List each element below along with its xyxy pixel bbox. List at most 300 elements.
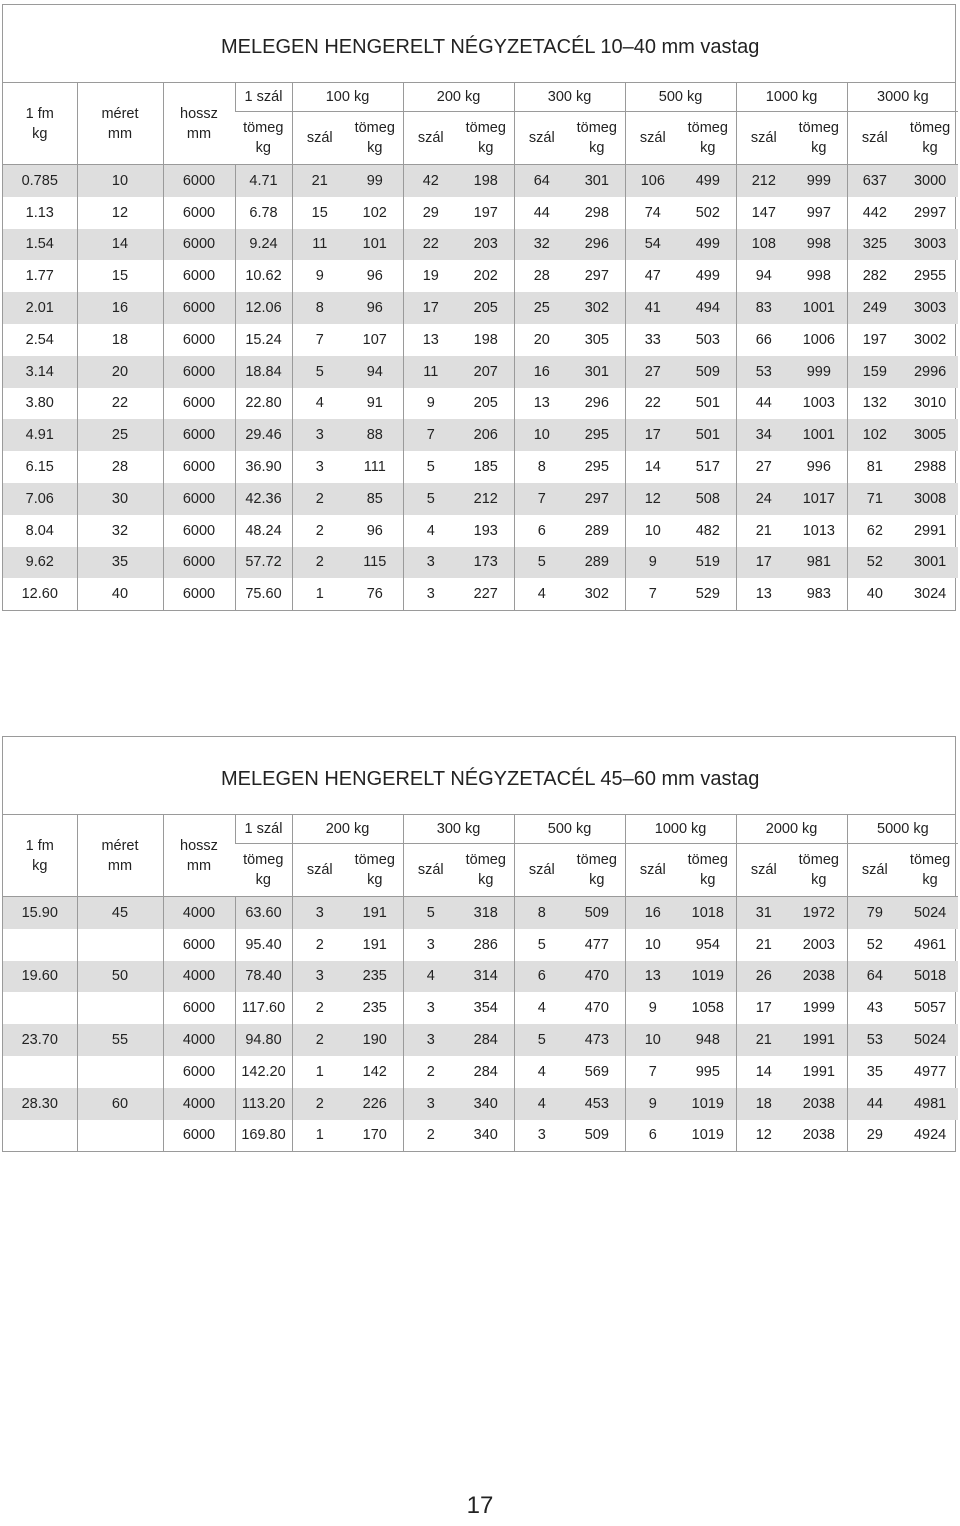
group-header: 500 kg — [625, 83, 736, 112]
table-cell — [77, 992, 163, 1024]
table-cell: 7.06 — [3, 483, 77, 515]
table-cell: 6000 — [163, 324, 235, 356]
table-cell: 96 — [347, 292, 403, 324]
table-cell: 91 — [366, 395, 383, 412]
table-cell: 3002 — [913, 331, 947, 348]
table-row — [3, 388, 958, 420]
table-cell: 74 — [625, 197, 680, 229]
table-cell: 75.60 — [235, 578, 292, 610]
table-row — [3, 356, 958, 388]
table-cell: 1 — [292, 1056, 347, 1088]
table-cell: 6000 — [163, 1056, 235, 1088]
table-cell: 1999 — [802, 1000, 835, 1017]
table-cell: 42 — [403, 165, 458, 197]
unit-weight-header: 1 fm kg — [3, 815, 77, 897]
table-cell: 998 — [806, 268, 831, 285]
size-header: méret mm — [77, 83, 163, 165]
table-cell: 31 — [736, 897, 791, 929]
table-cell: 6 — [514, 515, 569, 547]
table-row — [3, 324, 958, 356]
group-header: 5000 kg — [847, 815, 958, 844]
table-cell: 32 — [514, 229, 569, 261]
table-cell: 53 — [847, 1024, 902, 1056]
table-cell: 6000 — [163, 1120, 235, 1152]
weight-header: tömeg kg — [235, 844, 292, 897]
table-cell: 76 — [366, 586, 383, 603]
table-cell: 190 — [347, 1024, 403, 1056]
table-cell: 17 — [736, 992, 791, 1024]
weight-header: tömeg kg — [569, 112, 625, 165]
table-cell: 3 — [403, 578, 458, 610]
table-cell: 226 — [347, 1088, 403, 1120]
table-block-10-40 — [2, 4, 956, 611]
table-cell: 10 — [625, 515, 680, 547]
table-cell — [77, 929, 163, 961]
table-cell: 5 — [403, 483, 458, 515]
table-cell: 284 — [458, 1024, 514, 1056]
table-cell: 3 — [403, 1024, 458, 1056]
weight-header: tömeg kg — [235, 112, 292, 165]
table-row — [3, 419, 958, 451]
table-row — [3, 578, 958, 610]
group-header: 2000 kg — [736, 815, 847, 844]
table-cell: 23.70 — [3, 1024, 77, 1056]
table-cell: 19.60 — [3, 961, 77, 993]
table-cell: 5 — [403, 451, 458, 483]
table-cell: 14 — [736, 1056, 791, 1088]
table-cell: 4 — [514, 578, 569, 610]
table-cell: 41 — [625, 292, 680, 324]
table-cell: 3001 — [902, 547, 958, 579]
table-cell: 4 — [514, 992, 569, 1024]
table-cell: 95.40 — [235, 929, 292, 961]
group-header: 1 szál — [235, 83, 292, 112]
table-cell: 998 — [791, 229, 847, 261]
table-cell: 50 — [77, 961, 163, 993]
table-row — [3, 515, 958, 547]
table-cell: 147 — [736, 197, 791, 229]
table-cell: 17 — [403, 292, 458, 324]
table-cell: 3 — [403, 547, 458, 579]
table-cell: 63.60 — [235, 897, 292, 929]
table-cell: 18 — [77, 324, 163, 356]
table-cell: 108 — [736, 229, 791, 261]
table-cell: 5018 — [902, 961, 958, 993]
table-cell: 1019 — [691, 1127, 724, 1144]
table-cell: 170 — [362, 1127, 387, 1144]
table-cell: 3 — [292, 419, 347, 451]
table-cell: 33 — [625, 324, 680, 356]
table-cell: 13 — [403, 324, 458, 356]
table-cell: 1017 — [791, 483, 847, 515]
table-cell: 34 — [736, 419, 791, 451]
table-cell: 29 — [847, 1120, 902, 1152]
table-cell: 115 — [347, 547, 403, 579]
table-row — [3, 897, 958, 929]
table-cell: 981 — [791, 547, 847, 579]
weight-header: tömeg kg — [458, 844, 514, 897]
table-cell: 198 — [458, 165, 514, 197]
table-cell: 117.60 — [235, 992, 292, 1024]
table-cell: 22 — [625, 388, 680, 420]
table-cell: 16 — [77, 292, 163, 324]
table-cell: 9 — [403, 388, 458, 420]
table-cell: 191 — [347, 897, 403, 929]
weight-header: tömeg kg — [569, 844, 625, 897]
table-cell: 106 — [625, 165, 680, 197]
size-header: méret mm — [77, 815, 163, 897]
group-header: 200 kg — [292, 815, 403, 844]
table-cell: 27 — [736, 451, 791, 483]
table-row — [3, 197, 958, 229]
table-cell: 999 — [791, 165, 847, 197]
table-cell: 4 — [514, 1056, 569, 1088]
table-cell: 470 — [569, 961, 625, 993]
table-cell: 6.78 — [235, 197, 292, 229]
table-cell: 7 — [625, 578, 680, 610]
table-cell: 57.72 — [235, 547, 292, 579]
table-cell: 997 — [806, 204, 831, 221]
table-cell: 6000 — [163, 929, 235, 961]
table-cell: 9 — [625, 547, 680, 579]
table-cell: 60 — [77, 1088, 163, 1120]
table-cell — [3, 1120, 77, 1152]
table-cell: 53 — [736, 356, 791, 388]
table-cell: 453 — [569, 1088, 625, 1120]
table-cell — [77, 1120, 163, 1152]
table-cell: 1019 — [680, 961, 736, 993]
table-cell: 2 — [292, 1024, 347, 1056]
table-cell: 107 — [362, 331, 387, 348]
table-cell: 3010 — [913, 395, 947, 412]
table-cell: 8 — [292, 292, 347, 324]
table-cell: 473 — [569, 1024, 625, 1056]
table-cell: 10 — [625, 929, 680, 961]
table-cell: 96 — [366, 268, 383, 285]
table-cell: 6000 — [163, 515, 235, 547]
table-cell: 13 — [514, 388, 569, 420]
table-cell: 9.24 — [235, 229, 292, 261]
table-cell: 203 — [458, 229, 514, 261]
table-cell: 4 — [514, 1088, 569, 1120]
table-cell: 13 — [625, 961, 680, 993]
group-header: 100 kg — [292, 83, 403, 112]
table-cell: 16 — [625, 897, 680, 929]
table-cell: 3 — [403, 929, 458, 961]
table-cell: 2 — [292, 992, 347, 1024]
table-cell: 47 — [625, 260, 680, 292]
table-cell: 12 — [77, 197, 163, 229]
table-cell: 206 — [458, 419, 514, 451]
table-cell: 191 — [362, 936, 387, 953]
table-cell: 1058 — [691, 1000, 724, 1017]
group-header: 500 kg — [514, 815, 625, 844]
table-cell: 5024 — [902, 1024, 958, 1056]
table-cell: 289 — [584, 522, 609, 539]
pieces-header: szál — [403, 844, 458, 897]
table-row — [3, 929, 958, 961]
table-cell: 94.80 — [235, 1024, 292, 1056]
table-cell: 999 — [791, 356, 847, 388]
table-cell: 6 — [514, 961, 569, 993]
table-cell: 207 — [458, 356, 514, 388]
table-cell: 1 — [292, 578, 347, 610]
table-cell: 0.785 — [3, 165, 77, 197]
table-cell: 2997 — [913, 204, 947, 221]
table-cell: 637 — [847, 165, 902, 197]
table-cell: 325 — [847, 229, 902, 261]
table-title: MELEGEN HENGERELT NÉGYZETACÉL 10–40 mm vastag — [3, 5, 955, 83]
table-cell: 4 — [403, 961, 458, 993]
table-cell: 3 — [514, 1120, 569, 1152]
table-cell: 22.80 — [235, 388, 292, 420]
table-cell: 318 — [458, 897, 514, 929]
table-cell: 2955 — [913, 268, 947, 285]
table-cell: 442 — [847, 197, 902, 229]
table-cell: 83 — [736, 292, 791, 324]
table-cell: 1013 — [802, 522, 835, 539]
table-cell: 18 — [736, 1088, 791, 1120]
table-cell: 193 — [473, 522, 498, 539]
table-cell: 21 — [736, 515, 791, 547]
table-cell: 9 — [625, 992, 680, 1024]
unit-weight-header: 1 fm kg — [3, 83, 77, 165]
table-cell: 2038 — [791, 1088, 847, 1120]
header-row-groups — [3, 83, 958, 112]
table-cell: 14 — [625, 451, 680, 483]
table-cell: 8 — [514, 897, 569, 929]
table-cell: 298 — [584, 204, 609, 221]
table-cell: 305 — [584, 331, 609, 348]
table-cell: 297 — [584, 268, 609, 285]
table-cell: 3005 — [902, 419, 958, 451]
table-cell: 29 — [403, 197, 458, 229]
table-cell: 2996 — [902, 356, 958, 388]
table-cell: 296 — [569, 229, 625, 261]
table-cell — [3, 929, 77, 961]
length-header: hossz mm — [163, 83, 235, 165]
table-cell: 482 — [695, 522, 720, 539]
table-cell: 44 — [736, 388, 791, 420]
table-cell: 297 — [569, 483, 625, 515]
table-cell: 3000 — [902, 165, 958, 197]
table-cell: 296 — [584, 395, 609, 412]
table-cell: 3008 — [902, 483, 958, 515]
table-cell: 2 — [292, 483, 347, 515]
table-cell: 35 — [847, 1056, 902, 1088]
weight-header: tömeg kg — [791, 112, 847, 165]
table-cell: 996 — [806, 459, 831, 476]
table-cell: 6000 — [163, 388, 235, 420]
weight-header: tömeg kg — [791, 844, 847, 897]
table-cell: 2988 — [913, 459, 947, 476]
table-cell: 3 — [403, 992, 458, 1024]
table-cell: 15 — [77, 260, 163, 292]
table-cell: 503 — [695, 331, 720, 348]
table-cell: 12.60 — [21, 586, 58, 603]
table-cell: 66 — [736, 324, 791, 356]
table-cell: 71 — [847, 483, 902, 515]
table-cell: 2038 — [791, 961, 847, 993]
pieces-header: szál — [292, 112, 347, 165]
table-cell: 2.54 — [25, 331, 54, 348]
table-cell: 7 — [625, 1056, 680, 1088]
table-cell: 7 — [403, 419, 458, 451]
table-cell: 249 — [847, 292, 902, 324]
table-cell: 99 — [347, 165, 403, 197]
table-cell: 6000 — [163, 451, 235, 483]
table-cell: 4000 — [163, 1024, 235, 1056]
table-cell: 314 — [458, 961, 514, 993]
table-cell: 9 — [625, 1088, 680, 1120]
table-cell: 22 — [403, 229, 458, 261]
table-cell: 509 — [569, 897, 625, 929]
table-cell: 185 — [473, 459, 498, 476]
table-cell: 10 — [625, 1024, 680, 1056]
table-cell: 9 — [292, 260, 347, 292]
table-cell: 354 — [473, 1000, 498, 1017]
table-row — [3, 992, 958, 1024]
table-cell: 64 — [847, 961, 902, 993]
table-cell: 10 — [514, 419, 569, 451]
weight-header: tömeg kg — [458, 112, 514, 165]
table-cell: 1018 — [680, 897, 736, 929]
pieces-header: szál — [292, 844, 347, 897]
table-cell: 6.15 — [25, 459, 54, 476]
table-cell — [3, 1056, 77, 1088]
table-cell: 62 — [847, 515, 902, 547]
table-cell: 295 — [584, 459, 609, 476]
data-table — [3, 83, 958, 610]
table-cell: 43 — [847, 992, 902, 1024]
table-row — [3, 1120, 958, 1152]
table-cell: 1991 — [802, 1063, 835, 1080]
table-cell: 5 — [514, 547, 569, 579]
table-cell: 10 — [77, 165, 163, 197]
pieces-header: szál — [514, 112, 569, 165]
table-cell: 52 — [847, 547, 902, 579]
table-cell: 21 — [736, 929, 791, 961]
table-cell: 4.71 — [235, 165, 292, 197]
table-cell: 509 — [680, 356, 736, 388]
table-cell: 8.04 — [25, 522, 54, 539]
table-cell: 15.90 — [3, 897, 77, 929]
table-cell: 18.84 — [235, 356, 292, 388]
table-row — [3, 165, 958, 197]
table-cell: 81 — [847, 451, 902, 483]
table-cell: 142.20 — [235, 1056, 292, 1088]
table-cell: 7 — [292, 324, 347, 356]
table-cell: 4 — [292, 388, 347, 420]
table-cell: 44 — [847, 1088, 902, 1120]
table-cell: 28 — [514, 260, 569, 292]
table-row — [3, 961, 958, 993]
group-header: 1000 kg — [736, 83, 847, 112]
table-cell: 44 — [514, 197, 569, 229]
table-cell: 3 — [292, 961, 347, 993]
table-cell: 6000 — [163, 197, 235, 229]
table-cell: 11 — [292, 229, 347, 261]
table-cell: 1006 — [802, 331, 835, 348]
table-cell: 111 — [363, 459, 386, 476]
table-cell: 94 — [347, 356, 403, 388]
table-cell: 286 — [473, 936, 498, 953]
table-row — [3, 292, 958, 324]
group-header: 1000 kg — [625, 815, 736, 844]
table-cell: 198 — [473, 331, 498, 348]
group-header: 3000 kg — [847, 83, 958, 112]
table-cell: 6000 — [163, 547, 235, 579]
table-cell: 6000 — [163, 419, 235, 451]
table-row — [3, 483, 958, 515]
weight-header: tömeg kg — [347, 112, 403, 165]
table-cell: 30 — [77, 483, 163, 515]
table-cell: 15.24 — [235, 324, 292, 356]
table-cell: 10.62 — [235, 260, 292, 292]
table-cell: 1.54 — [3, 229, 77, 261]
table-cell: 102 — [847, 419, 902, 451]
table-cell: 20 — [77, 356, 163, 388]
table-cell: 4977 — [913, 1063, 947, 1080]
table-cell: 517 — [695, 459, 720, 476]
table-cell: 79 — [847, 897, 902, 929]
table-cell: 7 — [514, 483, 569, 515]
table-cell: 27 — [625, 356, 680, 388]
table-cell: 499 — [680, 165, 736, 197]
table-cell: 1001 — [791, 292, 847, 324]
table-cell: 4981 — [902, 1088, 958, 1120]
weight-header: tömeg kg — [347, 844, 403, 897]
table-cell: 48.24 — [235, 515, 292, 547]
table-cell: 64 — [514, 165, 569, 197]
table-cell: 16 — [514, 356, 569, 388]
table-cell: 235 — [347, 961, 403, 993]
table-cell: 995 — [695, 1063, 720, 1080]
table-cell: 6000 — [163, 292, 235, 324]
table-row — [3, 1088, 958, 1120]
table-cell: 8 — [514, 451, 569, 483]
table-cell: 22 — [77, 388, 163, 420]
table-cell: 1003 — [802, 395, 835, 412]
table-cell: 5 — [514, 1024, 569, 1056]
table-cell: 197 — [473, 204, 498, 221]
table-cell: 96 — [366, 522, 383, 539]
table-cell: 1991 — [791, 1024, 847, 1056]
length-header: hossz mm — [163, 815, 235, 897]
table-row — [3, 260, 958, 292]
table-cell: 499 — [695, 268, 720, 285]
table-cell: 502 — [695, 204, 720, 221]
table-cell: 26 — [736, 961, 791, 993]
table-cell: 340 — [473, 1127, 498, 1144]
table-cell: 3003 — [902, 292, 958, 324]
table-cell: 983 — [806, 586, 831, 603]
table-cell: 4000 — [163, 961, 235, 993]
table-cell: 101 — [347, 229, 403, 261]
table-cell: 3.80 — [25, 395, 54, 412]
table-cell: 54 — [625, 229, 680, 261]
table-cell: 1001 — [791, 419, 847, 451]
table-row — [3, 1056, 958, 1088]
table-cell: 21 — [292, 165, 347, 197]
table-cell: 227 — [473, 586, 498, 603]
table-cell: 519 — [680, 547, 736, 579]
table-cell — [3, 992, 77, 1024]
table-cell: 12.06 — [235, 292, 292, 324]
table-cell: 6000 — [163, 165, 235, 197]
weight-header: tömeg kg — [902, 844, 958, 897]
table-cell: 3003 — [902, 229, 958, 261]
